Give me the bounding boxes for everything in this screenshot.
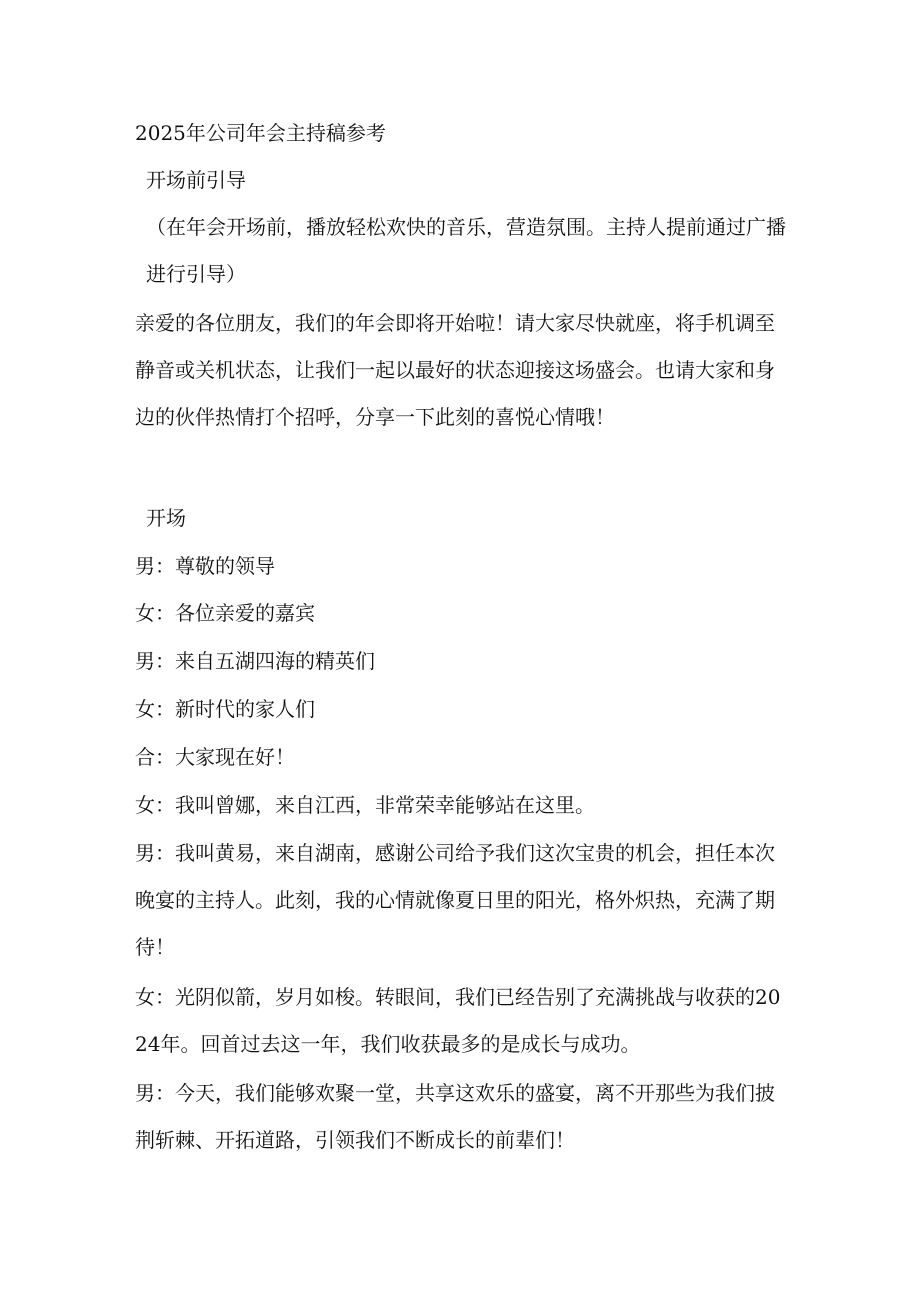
dialogue-line-6: 女：我叫曾娜，来自江西，非常荣幸能够站在这里。 [135, 793, 595, 817]
document-title: 2025年公司年会主持稿参考 [135, 121, 386, 145]
stage-direction-note: （在年会开场前，播放轻松欢快的音乐，营造氛围。主持人提前通过广播进行引导） [146, 215, 786, 286]
dialogue-line-8: 女：光阴似箭，岁月如梭。转眼间，我们已经告别了充满挑战与收获的2024年。回首过去这一年，我们收获最多的是成长与成功。 [135, 985, 781, 1056]
dialogue-line-2: 女：各位亲爱的嘉宾 [135, 601, 315, 625]
dialogue-line-7: 男：我叫黄易，来自湖南，感谢公司给予我们这次宝贵的机会，担任本次晚宴的主持人。此刻，我的心情就像夏日里的阳光，格外炽热，充满了期待！ [135, 841, 775, 959]
dialogue-line-1: 男：尊敬的领导 [135, 554, 275, 578]
section-heading-pre-opening: 开场前引导 [146, 168, 246, 192]
pre-opening-speech: 亲爱的各位朋友，我们的年会即将开始啦！请大家尽快就座，将手机调至静音或关机状态，让我们一起以最好的状态迎接这场盛会。也请大家和身边的伙伴热情打个招呼，分享一下此刻的喜悦心情哦！ [135, 311, 775, 429]
dialogue-line-9: 男：今天，我们能够欢聚一堂，共享这欢乐的盛宴，离不开那些为我们披荆斩棘、开拓道路，引领我们不断成长的前辈们！ [135, 1081, 775, 1152]
dialogue-line-4: 女：新时代的家人们 [135, 697, 315, 721]
dialogue-line-5: 合：大家现在好！ [135, 745, 295, 769]
section-heading-opening: 开场 [146, 506, 186, 530]
dialogue-line-3: 男：来自五湖四海的精英们 [135, 649, 375, 673]
